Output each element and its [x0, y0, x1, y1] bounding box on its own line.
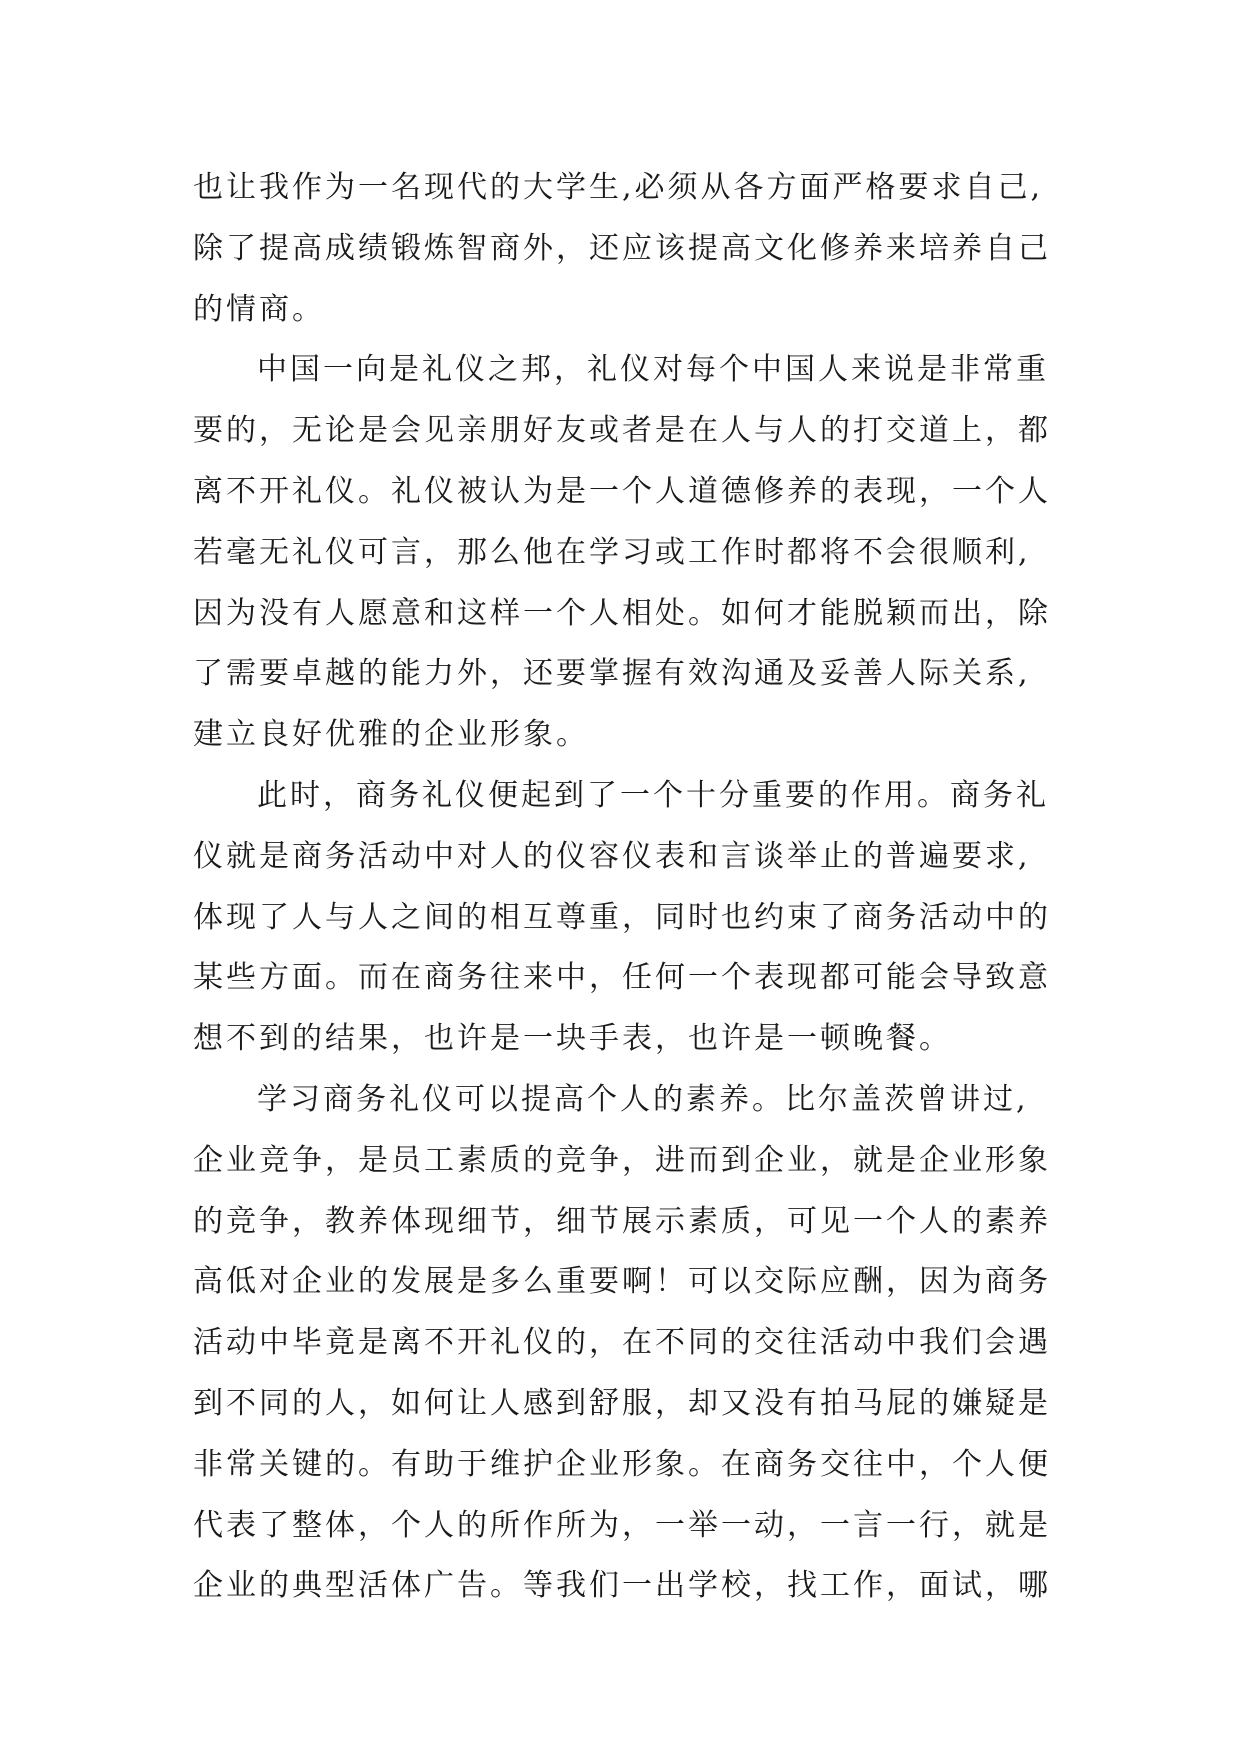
paragraph-start-line: 中国一向是礼仪之邦，礼仪对每个中国人来说是非常重	[257, 352, 1049, 388]
text-line: 活动中毕竟是离不开礼仪的，在不同的交往活动中我们会遇	[193, 1325, 1051, 1361]
paragraph-start-line: 此时，商务礼仪便起到了一个十分重要的作用。商务礼	[257, 777, 1049, 813]
text-line: 也让我作为一名现代的大学生,必须从各方面严格要求自己,	[193, 170, 1044, 205]
text-line: 某些方面。而在商务往来中，任何一个表现都可能会导致意	[193, 960, 1051, 996]
text-line: 到不同的人，如何让人感到舒服，却又没有拍马屁的嫌疑是	[193, 1385, 1051, 1421]
text-line: 仪就是商务活动中对人的仪容仪表和言谈举止的普遍要求,	[193, 838, 1031, 874]
text-line: 因为没有人愿意和这样一个人相处。如何才能脱颖而出，除	[193, 595, 1051, 631]
text-line: 除了提高成绩锻炼智商外，还应该提高文化修养来培养自己	[193, 230, 1051, 266]
text-line: 离不开礼仪。礼仪被认为是一个人道德修养的表现，一个人	[193, 473, 1051, 509]
text-line: 体现了人与人之间的相互尊重，同时也约束了商务活动中的	[193, 899, 1051, 935]
paragraph-start-line: 学习商务礼仪可以提高个人的素养。比尔盖茨曾讲过,	[257, 1081, 1029, 1117]
text-line: 企业竞争，是员工素质的竞争，进而到企业，就是企业形象	[193, 1142, 1051, 1178]
text-line: 建立良好优雅的企业形象。	[193, 717, 589, 753]
text-line: 的情商。	[193, 291, 325, 327]
text-line: 想不到的结果，也许是一块手表，也许是一顿晚餐。	[193, 1021, 952, 1057]
text-line: 代表了整体，个人的所作所为，一举一动，一言一行，就是	[193, 1507, 1051, 1543]
text-line: 非常关键的。有助于维护企业形象。在商务交往中，个人便	[193, 1446, 1051, 1482]
text-line: 要的，无论是会见亲朋好友或者是在人与人的打交道上，都	[193, 413, 1051, 449]
text-line: 高低对企业的发展是多么重要啊！可以交际应酬，因为商务	[193, 1264, 1051, 1300]
text-line: 的竞争，教养体现细节，细节展示素质，可见一个人的素养	[193, 1203, 1051, 1239]
body-text	[193, 158, 1083, 1617]
text-line: 了需要卓越的能力外，还要掌握有效沟通及妥善人际关系,	[193, 656, 1031, 692]
text-line: 企业的典型活体广告。等我们一出学校，找工作，面试，哪	[193, 1568, 1051, 1604]
text-line: 若毫无礼仪可言，那么他在学习或工作时都将不会很顺利,	[193, 534, 1031, 570]
